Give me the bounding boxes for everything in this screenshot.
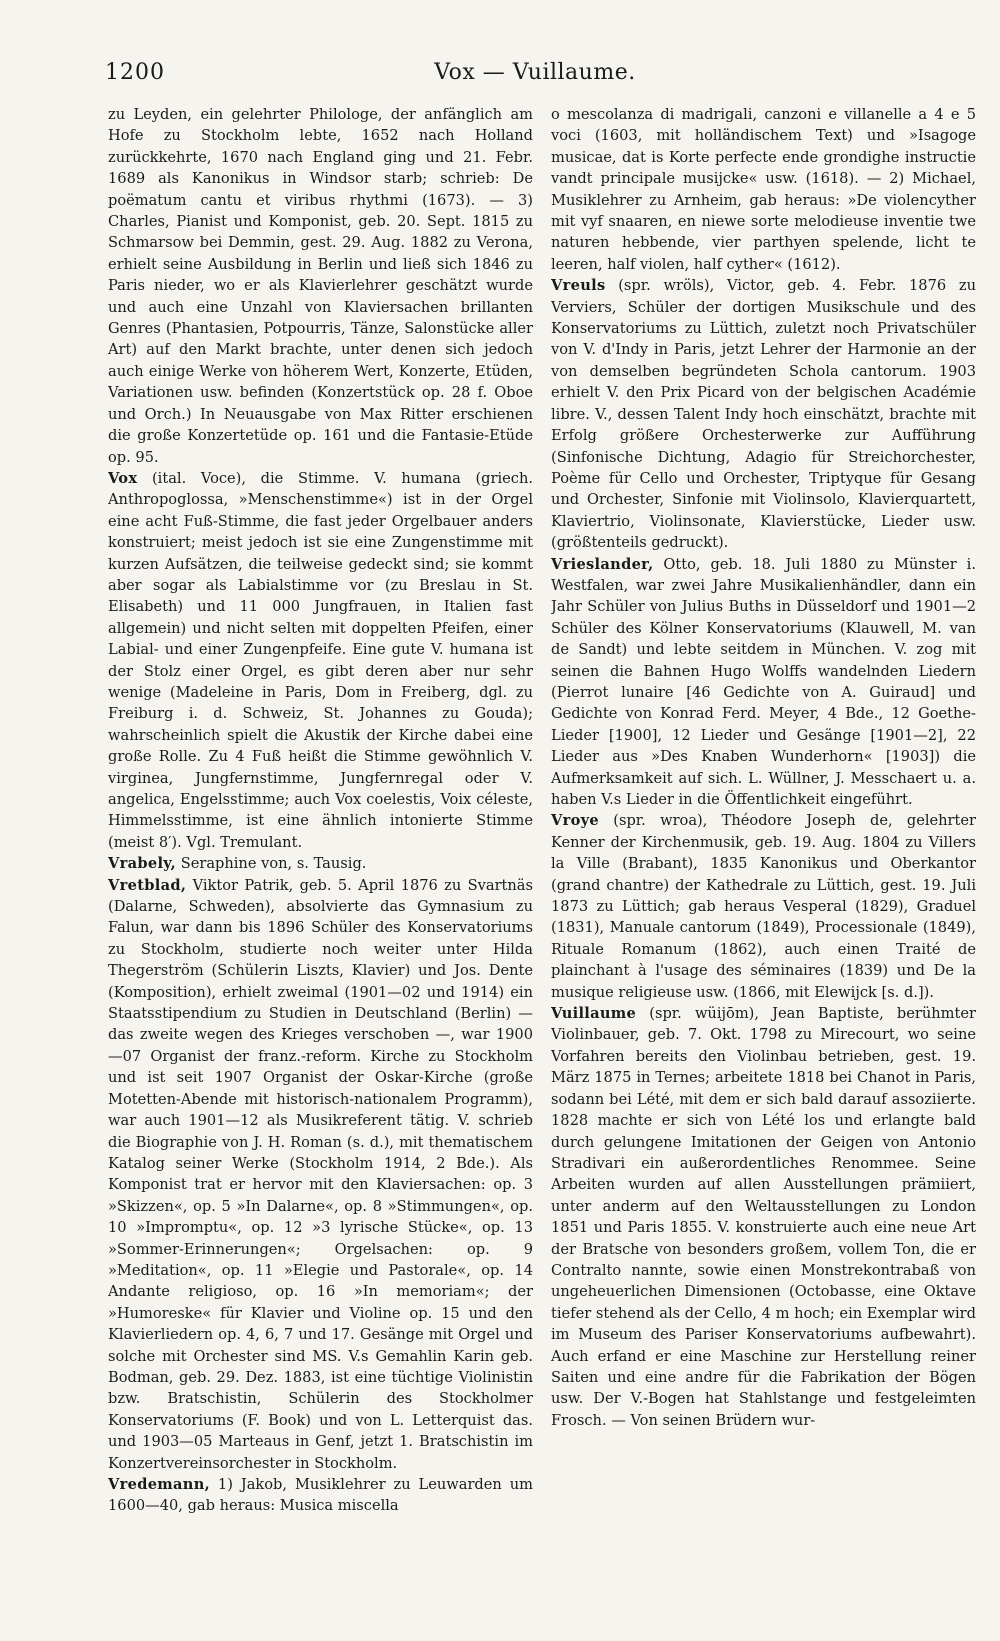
right-column [551,104,976,1619]
entry-vreuls [551,275,976,553]
entry-continuation [108,104,533,468]
headword: Vrieslander, [551,555,654,573]
headword: Vuillaume [551,1005,637,1023]
entry-vox [108,468,533,853]
entry-vroye [551,810,976,1003]
page-header [105,60,965,96]
entry-text: (spr. wröls), Victor, geb. 4. Febr. 1876 zu Verviers, Schüler der dortigen Musikschule und des Konservatoriums zu Lüttich, zuletzt noch Privatschüler von V. d'Indy in Paris, jetzt Lehrer der Harmonie an der von demselben begründeten Schola cantorum. 1903 erhielt V. den Prix Picard von der belgischen Académie libre. V., dessen Talent Indy hoch einschätzt, brachte mit Erfolg größere Orchesterwerke zur Aufführung (Sinfonische Dichtung, Adagio für Streichorchester, Poème für Cello und Orchester, Triptyque für Gesang und Orchester, Sinfonie mit Violinsolo, Klavierquartett, Klaviertrio, Violinsonate, Klavierstücke, Lieder usw. (größtenteils gedruckt). [551,277,976,552]
entry-vredemann [108,1474,533,1517]
entry-text: o mescolanza di madrigali, canzoni e villanelle a 4 e 5 voci (1603, mit holländischem Text) und »Isagoge musicae, dat is Korte perfecte ende grondighe instructie vandt principale musijcke« usw. (1618). — 2) Michael, Musiklehrer zu Arnheim, gab heraus: »De violencyther mit vyf snaaren, en niewe sorte melodieuse inventie twe naturen hebbende, vier parthyen spelende, licht te leeren, half violen, half cyther« (1612). [551,106,976,273]
entry-vrieslander [551,554,976,811]
entry-text: zu Leyden, ein gelehrter Philologe, der anfänglich am Hofe zu Stockholm lebte, 1652 nach Holland zurückkehrte, 1670 nach England ging und 21. Febr. 1689 als Kanonikus in Windsor starb; schrieb: De poëmatum cantu et viribus rhythmi (1673). — 3) Charles, Pianist und Komponist, geb. 20. Sept. 1815 zu Schmarsow bei Demmin, gest. 29. Aug. 1882 zu Verona, erhielt seine Ausbildung in Berlin und ließ sich 1846 zu Paris nieder, wo er als Klavierlehrer geschätzt wurde und auch eine Unzahl von Klaviersachen brillanten Genres (Phantasien, Potpourris, Tänze, Salonstücke aller Art) auf den Markt brachte, unter denen sich jedoch auch einige Werke von höherem Wert, Konzerte, Etüden, Variationen usw. befinden (Konzertstück op. 28 f. Oboe und Orch.) In Neuausgabe von Max Ritter erschienen die große Konzertetüde op. 161 und die Fantasie-Etüde op. 95. [108,106,533,466]
left-column [108,104,533,1619]
headword: Vroye [551,812,600,830]
entry-text: Seraphine von, s. Tausig. [176,855,367,873]
headword: Vreuls [551,277,606,295]
entry-text: (ital. Voce), die Stimme. V. humana (griech. Anthropoglossa, »Menschenstimme«) ist in der Orgel eine acht Fuß-Stimme, die fast jeder Orgelbauer anders konstruiert; meist jedoch ist sie eine Zungenstimme mit kurzen Aufsätzen, die teilweise gedeckt sind; sie kommt aber sogar als Labialstimme vor (zu Breslau in St. Elisabeth) und 11 000 Jungfrauen, in Italien fast allgemein) und nicht selten mit doppelten Pfeifen, einer Labial- und einer Zungenpfeife. Eine gute V. humana ist der Stolz einer Orgel, es gibt deren aber nur sehr wenige (Madeleine in Paris, Dom in Freiberg, dgl. zu Freiburg i. d. Schweiz, St. Johannes zu Gouda); wahrscheinlich spielt die Akustik der Kirche dabei eine große Rolle. Zu 4 Fuß heißt die Stimme gewöhnlich V. virginea, Jungfernstimme, Jungfernregal oder V. angelica, Engelsstimme; auch Vox coelestis, Voix céleste, Himmelsstimme, ist eine ähnlich intonierte Stimme (meist 8′). Vgl. Tremulant. [108,469,533,851]
page-number: 1200 [105,60,165,85]
entry-text: (spr. wroa), Théodore Joseph de, gelehrter Kenner der Kirchenmusik, geb. 19. Aug. 1804 zu Villers la Ville (Brabant), 1835 Kanonikus und Oberkantor (grand chantre) der Kathedrale zu Lüttich, gest. 19. Juli 1873 zu Lüttich; gab heraus Vesperal (1829), Graduel (1831), Manuale cantorum (1849), Processionale (1849), Rituale Romanum (1862), auch einen Traité de plainchant à l'usage des séminaires (1839) und De la musique religieuse usw. (1866, mit Elewijck [s. d.]). [551,812,976,1001]
entry-text: Otto, geb. 18. Juli 1880 zu Münster i. Westfalen, war zwei Jahre Musikalienhändler, dann ein Jahr Schüler von Julius Buths in Düsseldorf und 1901—2 Schüler des Kölner Konservatoriums (Klauwell, M. van de Sandt) und lebte seitdem in München. V. zog mit seinen die Bahnen Hugo Wolffs wandelnden Liedern (Pierrot lunaire [46 Gedichte von A. Guiraud] und Gedichte von Konrad Ferd. Meyer, 4 Bde., 12 Goethe-Lieder [1900], 12 Lieder und Gesänge [1901—2], 22 Lieder aus »Des Knaben Wunderhorn« [1903]) die Aufmerksamkeit auf sich. L. Wüllner, J. Messchaert u. a. haben V.s Lieder in die Öffentlichkeit eingeführt. [551,555,976,808]
headword: Vrabely, [108,855,177,873]
headword: Vredemann, [108,1476,210,1493]
entry-text: Viktor Patrik, geb. 5. April 1876 zu Svartnäs (Dalarne, Schweden), absolvierte das Gymnasium zu Falun, war dann bis 1896 Schüler des Konservatoriums zu Stockholm, studierte noch weiter unter Hilda Thegerström (Schülerin Liszts, Klavier) und Jos. Dente (Komposition), erhielt zweimal (1901—02 und 1914) ein Staatsstipendium zu Studien in Deutschland (Berlin) — das zweite wegen des Krieges verschoben —, war 1900—07 Organist der franz.-reform. Kirche zu Stockholm und ist seit 1907 Organist der Oskar-Kirche (große Motetten-Abende mit historisch-nationalem Programm), war auch 1901—12 als Musikreferent tätig. V. schrieb die Biographie von J. H. Roman (s. d.), mit thematischem Katalog seiner Werke (Stockholm 1914, 2 Bde.). Als Komponist trat er hervor mit den Klaviersachen: op. 3 »Skizzen«, op. 5 »In Dalarne«, op. 8 »Stimmungen«, op. 10 »Impromptu«, op. 12 »3 lyrische Stücke«, op. 13 »Sommer-Erinnerungen«; Orgelsachen: op. 9 »Meditation«, op. 11 »Elegie und Pastorale«, op. 14 Andante religioso, op. 16 »In memoriam«; der »Humoreske« für Klavier und Violine op. 15 und den Klavierliedern op. 4, 6, 7 und 17. Gesänge mit Orgel und solche mit Orchester sind MS. V.s Gemahlin Karin geb. Bodman, geb. 29. Dez. 1883, ist eine tüchtige Violinistin bzw. Bratschistin, Schülerin des Stockholmer Konservatoriums (F. Book) und von L. Letterquist das. und 1903—05 Marteaus in Genf, jetzt 1. Bratschistin im Konzertvereinsorchester in Stockholm. [108,876,533,1472]
headword: Vretblad, [108,876,187,894]
entry-continuation [551,104,976,275]
headword: Vox [108,469,138,487]
entry-vretblad [108,875,533,1474]
entry-vrabely [108,853,533,874]
running-head: Vox — Vuillaume. [434,60,636,85]
entry-vuillaume [551,1003,976,1431]
entry-text: 1) Jakob, Musiklehrer zu Leuwarden um 1600—40, gab heraus: Musica miscella [108,1476,533,1515]
entry-text: (spr. wüijōm), Jean Baptiste, berühmter Violinbauer, geb. 7. Okt. 1798 zu Mirecourt, wo seine Vorfahren bereits den Violinbau betrieben, gest. 19. März 1875 in Ternes; arbeitete 1818 bei Chanot in Paris, sodann bei Lété, mit dem er sich bald darauf assoziierte. 1828 machte er sich von Lété los und erlangte bald durch gelungene Imitationen der Geigen von Antonio Stradivari ein außerordentliches Renommee. Seine Arbeiten wurden auf allen Ausstellungen prämiiert, unter anderm auf den Weltausstellungen zu London 1851 und Paris 1855. V. konstruierte auch eine neue Art der Bratsche von besonders großem, vollem Ton, die er Contralto nannte, sowie einen Monstrekontrabaß von ungeheuerlichen Dimensionen (Octobasse, eine Oktave tiefer stehend als der Cello, 4 m hoch; ein Exemplar wird im Museum des Pariser Konservatoriums aufbewahrt). Auch erfand er eine Maschine zur Herstellung reiner Saiten und eine andre für die Fabrikation der Bögen usw. Der V.-Bogen hat Stahlstange und festgeleimten Frosch. — Von seinen Brüdern wur- [551,1005,976,1429]
